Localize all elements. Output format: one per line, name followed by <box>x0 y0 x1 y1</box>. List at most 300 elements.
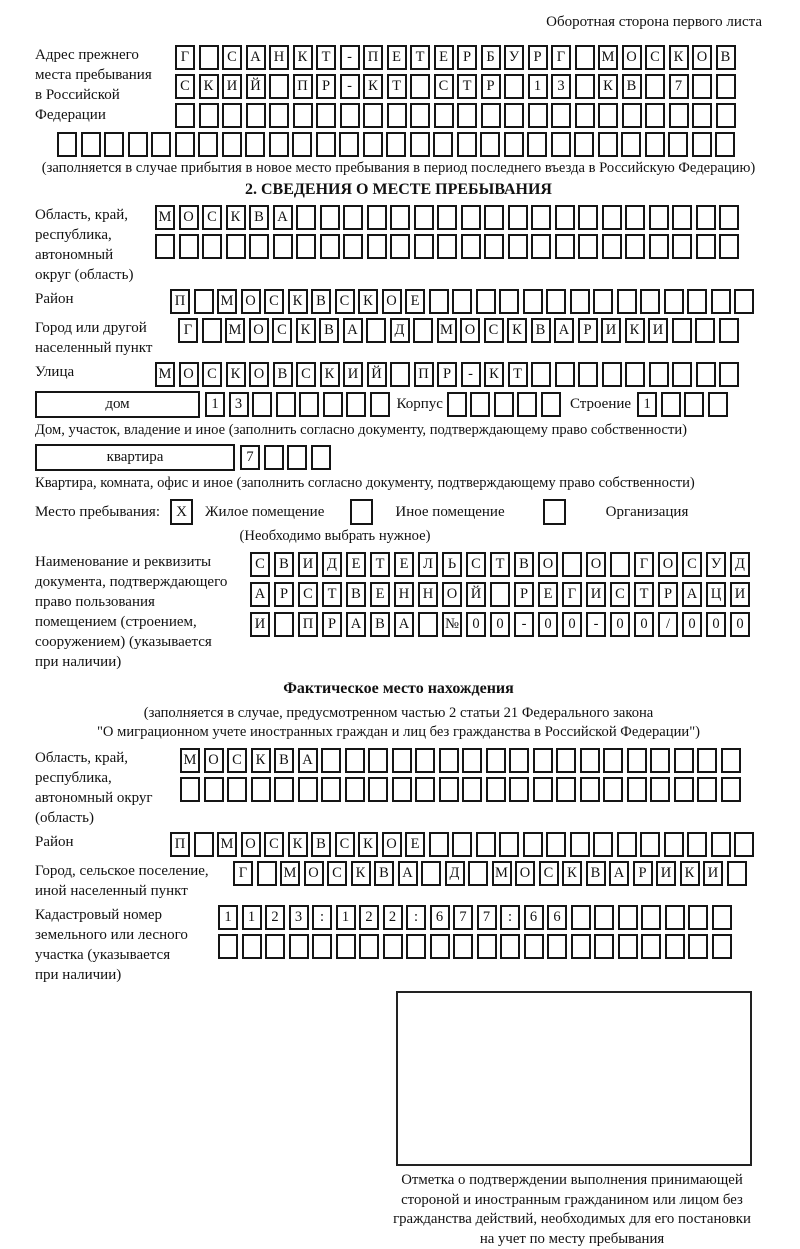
char-cell[interactable]: 1 <box>218 905 238 930</box>
char-cell[interactable] <box>692 74 712 99</box>
char-cell[interactable]: И <box>250 612 270 637</box>
char-cell[interactable] <box>293 103 313 128</box>
char-cell[interactable] <box>593 832 613 857</box>
char-cell[interactable] <box>575 103 595 128</box>
char-cell[interactable] <box>447 392 467 417</box>
char-cell[interactable]: 3 <box>289 905 309 930</box>
char-cell[interactable]: 0 <box>682 612 702 637</box>
char-cell[interactable] <box>175 103 195 128</box>
char-cell[interactable] <box>603 748 623 773</box>
char-cell[interactable]: У <box>706 552 726 577</box>
char-cell[interactable] <box>504 132 524 157</box>
char-cell[interactable] <box>610 552 630 577</box>
char-cell[interactable] <box>674 777 694 802</box>
char-cell[interactable] <box>575 74 595 99</box>
char-cell[interactable]: 0 <box>562 612 582 637</box>
char-cell[interactable] <box>296 205 316 230</box>
char-cell[interactable]: С <box>175 74 195 99</box>
char-cell[interactable]: С <box>272 318 292 343</box>
char-cell[interactable]: С <box>222 45 242 70</box>
char-cell[interactable]: Р <box>457 45 477 70</box>
char-cell[interactable]: Е <box>434 45 454 70</box>
char-cell[interactable]: Р <box>481 74 501 99</box>
char-cell[interactable]: - <box>586 612 606 637</box>
char-cell[interactable] <box>598 132 618 157</box>
char-cell[interactable] <box>476 832 496 857</box>
char-cell[interactable]: Р <box>322 612 342 637</box>
char-cell[interactable] <box>719 362 739 387</box>
char-cell[interactable] <box>481 103 501 128</box>
char-cell[interactable]: О <box>179 362 199 387</box>
char-cell[interactable] <box>128 132 148 157</box>
char-cell[interactable] <box>533 777 553 802</box>
char-cell[interactable] <box>509 777 529 802</box>
char-cell[interactable] <box>649 205 669 230</box>
char-cell[interactable]: В <box>273 362 293 387</box>
char-cell[interactable]: Р <box>633 861 653 886</box>
char-cell[interactable] <box>368 748 388 773</box>
char-cell[interactable] <box>437 234 457 259</box>
char-cell[interactable]: С <box>296 362 316 387</box>
char-cell[interactable] <box>570 832 590 857</box>
char-cell[interactable] <box>531 234 551 259</box>
char-cell[interactable] <box>712 905 732 930</box>
char-cell[interactable]: К <box>484 362 504 387</box>
char-cell[interactable]: С <box>202 205 222 230</box>
char-cell[interactable]: Т <box>370 552 390 577</box>
char-cell[interactable] <box>343 205 363 230</box>
char-cell[interactable]: - <box>340 74 360 99</box>
char-cell[interactable] <box>734 289 754 314</box>
char-cell[interactable] <box>712 934 732 959</box>
char-cell[interactable] <box>468 861 488 886</box>
char-cell[interactable] <box>476 289 496 314</box>
char-cell[interactable] <box>664 289 684 314</box>
char-cell[interactable]: Ь <box>442 552 462 577</box>
char-cell[interactable]: Р <box>514 582 534 607</box>
char-cell[interactable] <box>627 748 647 773</box>
char-cell[interactable]: 1 <box>528 74 548 99</box>
char-cell[interactable] <box>645 132 665 157</box>
char-cell[interactable]: А <box>273 205 293 230</box>
char-cell[interactable] <box>571 905 591 930</box>
char-cell[interactable]: С <box>335 832 355 857</box>
char-cell[interactable] <box>390 234 410 259</box>
char-cell[interactable]: А <box>394 612 414 637</box>
char-cell[interactable] <box>627 777 647 802</box>
char-cell[interactable] <box>578 205 598 230</box>
char-cell[interactable] <box>650 748 670 773</box>
char-cell[interactable]: 0 <box>634 612 654 637</box>
char-cell[interactable]: 1 <box>242 905 262 930</box>
char-cell[interactable] <box>269 103 289 128</box>
char-cell[interactable]: И <box>656 861 676 886</box>
char-cell[interactable] <box>340 103 360 128</box>
char-cell[interactable]: Е <box>405 832 425 857</box>
char-cell[interactable]: М <box>217 832 237 857</box>
char-cell[interactable] <box>57 132 77 157</box>
char-cell[interactable] <box>437 205 457 230</box>
char-cell[interactable] <box>249 234 269 259</box>
char-cell[interactable]: О <box>249 362 269 387</box>
char-cell[interactable]: К <box>680 861 700 886</box>
char-cell[interactable] <box>390 205 410 230</box>
char-cell[interactable] <box>672 318 692 343</box>
char-cell[interactable] <box>574 132 594 157</box>
char-cell[interactable] <box>421 861 441 886</box>
char-cell[interactable]: К <box>358 289 378 314</box>
char-cell[interactable] <box>257 861 277 886</box>
char-cell[interactable]: И <box>730 582 750 607</box>
char-cell[interactable] <box>688 934 708 959</box>
char-cell[interactable] <box>470 392 490 417</box>
char-cell[interactable] <box>551 132 571 157</box>
char-cell[interactable] <box>312 934 332 959</box>
char-cell[interactable] <box>734 832 754 857</box>
char-cell[interactable]: 7 <box>669 74 689 99</box>
char-cell[interactable]: Ц <box>706 582 726 607</box>
char-cell[interactable]: А <box>554 318 574 343</box>
char-cell[interactable]: К <box>598 74 618 99</box>
char-cell[interactable]: Р <box>437 362 457 387</box>
char-cell[interactable] <box>641 934 661 959</box>
char-cell[interactable]: 6 <box>547 905 567 930</box>
char-cell[interactable]: К <box>288 289 308 314</box>
char-cell[interactable] <box>276 392 296 417</box>
char-cell[interactable]: - <box>461 362 481 387</box>
stay-type-checkbox-organization[interactable] <box>543 499 566 525</box>
char-cell[interactable] <box>696 362 716 387</box>
char-cell[interactable] <box>697 777 717 802</box>
char-cell[interactable]: Г <box>233 861 253 886</box>
char-cell[interactable]: : <box>500 905 520 930</box>
char-cell[interactable]: 2 <box>359 905 379 930</box>
char-cell[interactable]: К <box>562 861 582 886</box>
char-cell[interactable]: О <box>382 832 402 857</box>
char-cell[interactable] <box>484 205 504 230</box>
char-cell[interactable] <box>571 934 591 959</box>
char-cell[interactable] <box>504 103 524 128</box>
char-cell[interactable] <box>640 289 660 314</box>
char-cell[interactable]: С <box>484 318 504 343</box>
char-cell[interactable] <box>410 74 430 99</box>
char-cell[interactable]: С <box>250 552 270 577</box>
char-cell[interactable] <box>452 832 472 857</box>
char-cell[interactable]: В <box>622 74 642 99</box>
char-cell[interactable] <box>434 103 454 128</box>
char-cell[interactable]: О <box>658 552 678 577</box>
char-cell[interactable]: К <box>226 362 246 387</box>
char-cell[interactable] <box>531 362 551 387</box>
char-cell[interactable]: С <box>227 748 247 773</box>
char-cell[interactable] <box>179 234 199 259</box>
stay-type-checkbox-other[interactable] <box>350 499 373 525</box>
char-cell[interactable] <box>580 748 600 773</box>
char-cell[interactable]: В <box>716 45 736 70</box>
char-cell[interactable]: В <box>311 832 331 857</box>
char-cell[interactable]: О <box>622 45 642 70</box>
char-cell[interactable]: Т <box>457 74 477 99</box>
char-cell[interactable] <box>645 74 665 99</box>
char-cell[interactable] <box>541 392 561 417</box>
char-cell[interactable] <box>245 132 265 157</box>
char-cell[interactable] <box>198 132 218 157</box>
char-cell[interactable] <box>716 103 736 128</box>
char-cell[interactable]: Е <box>405 289 425 314</box>
char-cell[interactable]: И <box>648 318 668 343</box>
char-cell[interactable] <box>194 832 214 857</box>
char-cell[interactable] <box>346 392 366 417</box>
char-cell[interactable] <box>593 289 613 314</box>
char-cell[interactable]: Г <box>562 582 582 607</box>
char-cell[interactable]: К <box>669 45 689 70</box>
char-cell[interactable] <box>274 777 294 802</box>
char-cell[interactable]: М <box>155 205 175 230</box>
char-cell[interactable] <box>508 234 528 259</box>
char-cell[interactable] <box>523 832 543 857</box>
char-cell[interactable] <box>696 234 716 259</box>
char-cell[interactable] <box>688 905 708 930</box>
char-cell[interactable] <box>265 934 285 959</box>
char-cell[interactable] <box>517 392 537 417</box>
char-cell[interactable] <box>298 777 318 802</box>
char-cell[interactable] <box>175 132 195 157</box>
char-cell[interactable] <box>509 748 529 773</box>
char-cell[interactable] <box>719 234 739 259</box>
char-cell[interactable]: П <box>293 74 313 99</box>
char-cell[interactable] <box>414 234 434 259</box>
char-cell[interactable] <box>484 234 504 259</box>
char-cell[interactable] <box>227 777 247 802</box>
char-cell[interactable]: О <box>460 318 480 343</box>
char-cell[interactable] <box>524 934 544 959</box>
char-cell[interactable] <box>556 777 576 802</box>
char-cell[interactable]: : <box>406 905 426 930</box>
char-cell[interactable]: В <box>514 552 534 577</box>
char-cell[interactable] <box>618 905 638 930</box>
char-cell[interactable] <box>433 132 453 157</box>
char-cell[interactable] <box>222 103 242 128</box>
char-cell[interactable] <box>457 103 477 128</box>
char-cell[interactable] <box>81 132 101 157</box>
char-cell[interactable] <box>296 234 316 259</box>
char-cell[interactable] <box>649 234 669 259</box>
char-cell[interactable] <box>716 74 736 99</box>
char-cell[interactable]: / <box>658 612 678 637</box>
char-cell[interactable]: К <box>363 74 383 99</box>
char-cell[interactable] <box>367 205 387 230</box>
char-cell[interactable]: - <box>340 45 360 70</box>
char-cell[interactable] <box>555 205 575 230</box>
char-cell[interactable]: Т <box>508 362 528 387</box>
char-cell[interactable]: М <box>598 45 618 70</box>
char-cell[interactable]: 2 <box>383 905 403 930</box>
char-cell[interactable]: М <box>225 318 245 343</box>
char-cell[interactable] <box>692 132 712 157</box>
char-cell[interactable] <box>363 103 383 128</box>
char-cell[interactable]: Н <box>394 582 414 607</box>
char-cell[interactable]: В <box>531 318 551 343</box>
char-cell[interactable] <box>321 748 341 773</box>
char-cell[interactable]: А <box>298 748 318 773</box>
char-cell[interactable]: Й <box>466 582 486 607</box>
char-cell[interactable] <box>363 132 383 157</box>
char-cell[interactable]: И <box>222 74 242 99</box>
char-cell[interactable]: Д <box>322 552 342 577</box>
char-cell[interactable]: Е <box>538 582 558 607</box>
char-cell[interactable] <box>672 362 692 387</box>
char-cell[interactable]: К <box>293 45 313 70</box>
char-cell[interactable]: И <box>601 318 621 343</box>
char-cell[interactable] <box>696 205 716 230</box>
char-cell[interactable] <box>578 234 598 259</box>
char-cell[interactable]: О <box>382 289 402 314</box>
char-cell[interactable]: К <box>320 362 340 387</box>
char-cell[interactable] <box>711 832 731 857</box>
char-cell[interactable]: 7 <box>453 905 473 930</box>
char-cell[interactable] <box>343 234 363 259</box>
char-cell[interactable]: 1 <box>205 392 225 417</box>
char-cell[interactable] <box>413 318 433 343</box>
char-cell[interactable] <box>480 132 500 157</box>
char-cell[interactable] <box>649 362 669 387</box>
char-cell[interactable]: К <box>288 832 308 857</box>
char-cell[interactable]: 0 <box>466 612 486 637</box>
char-cell[interactable]: У <box>504 45 524 70</box>
char-cell[interactable] <box>672 205 692 230</box>
char-cell[interactable] <box>194 289 214 314</box>
char-cell[interactable] <box>708 392 728 417</box>
char-cell[interactable]: С <box>434 74 454 99</box>
char-cell[interactable] <box>390 362 410 387</box>
char-cell[interactable]: М <box>280 861 300 886</box>
char-cell[interactable]: Е <box>346 552 366 577</box>
char-cell[interactable] <box>462 777 482 802</box>
char-cell[interactable] <box>218 934 238 959</box>
char-cell[interactable] <box>387 103 407 128</box>
char-cell[interactable]: Б <box>481 45 501 70</box>
char-cell[interactable]: 1 <box>336 905 356 930</box>
stay-type-checkbox-residential[interactable]: X <box>170 499 193 525</box>
char-cell[interactable]: О <box>241 832 261 857</box>
char-cell[interactable]: А <box>246 45 266 70</box>
char-cell[interactable]: № <box>442 612 462 637</box>
char-cell[interactable]: Й <box>246 74 266 99</box>
char-cell[interactable] <box>580 777 600 802</box>
char-cell[interactable] <box>410 103 430 128</box>
char-cell[interactable] <box>508 205 528 230</box>
char-cell[interactable] <box>721 777 741 802</box>
char-cell[interactable] <box>486 777 506 802</box>
char-cell[interactable] <box>621 132 641 157</box>
char-cell[interactable]: 3 <box>551 74 571 99</box>
char-cell[interactable] <box>551 103 571 128</box>
char-cell[interactable] <box>415 748 435 773</box>
char-cell[interactable] <box>462 748 482 773</box>
char-cell[interactable] <box>323 392 343 417</box>
char-cell[interactable]: Д <box>390 318 410 343</box>
char-cell[interactable]: А <box>398 861 418 886</box>
char-cell[interactable]: Н <box>418 582 438 607</box>
char-cell[interactable]: О <box>241 289 261 314</box>
char-cell[interactable] <box>645 103 665 128</box>
char-cell[interactable] <box>453 934 473 959</box>
char-cell[interactable]: С <box>298 582 318 607</box>
char-cell[interactable]: Т <box>490 552 510 577</box>
char-cell[interactable] <box>500 934 520 959</box>
char-cell[interactable] <box>504 74 524 99</box>
char-cell[interactable]: : <box>312 905 332 930</box>
char-cell[interactable] <box>289 934 309 959</box>
char-cell[interactable] <box>719 318 739 343</box>
char-cell[interactable]: А <box>343 318 363 343</box>
char-cell[interactable]: Р <box>274 582 294 607</box>
char-cell[interactable]: В <box>319 318 339 343</box>
char-cell[interactable]: 0 <box>490 612 510 637</box>
char-cell[interactable]: М <box>155 362 175 387</box>
char-cell[interactable]: М <box>180 748 200 773</box>
char-cell[interactable] <box>287 445 307 470</box>
char-cell[interactable] <box>674 748 694 773</box>
char-cell[interactable]: В <box>274 748 294 773</box>
char-cell[interactable] <box>320 205 340 230</box>
char-cell[interactable]: П <box>170 289 190 314</box>
char-cell[interactable]: П <box>363 45 383 70</box>
char-cell[interactable]: 7 <box>477 905 497 930</box>
char-cell[interactable]: 2 <box>265 905 285 930</box>
char-cell[interactable]: М <box>492 861 512 886</box>
char-cell[interactable] <box>602 362 622 387</box>
char-cell[interactable]: М <box>437 318 457 343</box>
char-cell[interactable] <box>547 934 567 959</box>
char-cell[interactable] <box>316 103 336 128</box>
char-cell[interactable] <box>246 103 266 128</box>
char-cell[interactable] <box>457 132 477 157</box>
char-cell[interactable]: Р <box>316 74 336 99</box>
char-cell[interactable] <box>274 612 294 637</box>
char-cell[interactable] <box>528 103 548 128</box>
char-cell[interactable]: О <box>304 861 324 886</box>
char-cell[interactable]: К <box>226 205 246 230</box>
char-cell[interactable] <box>204 777 224 802</box>
char-cell[interactable] <box>499 832 519 857</box>
char-cell[interactable] <box>669 103 689 128</box>
char-cell[interactable] <box>406 934 426 959</box>
char-cell[interactable] <box>321 777 341 802</box>
char-cell[interactable] <box>311 445 331 470</box>
char-cell[interactable] <box>151 132 171 157</box>
char-cell[interactable] <box>665 905 685 930</box>
char-cell[interactable]: С <box>264 289 284 314</box>
char-cell[interactable] <box>316 132 336 157</box>
char-cell[interactable]: К <box>358 832 378 857</box>
char-cell[interactable] <box>439 748 459 773</box>
char-cell[interactable]: Т <box>322 582 342 607</box>
char-cell[interactable] <box>264 445 284 470</box>
char-cell[interactable]: И <box>703 861 723 886</box>
char-cell[interactable] <box>533 748 553 773</box>
char-cell[interactable] <box>523 289 543 314</box>
char-cell[interactable] <box>578 362 598 387</box>
char-cell[interactable]: А <box>346 612 366 637</box>
char-cell[interactable] <box>494 392 514 417</box>
char-cell[interactable] <box>199 103 219 128</box>
char-cell[interactable]: В <box>249 205 269 230</box>
char-cell[interactable]: Т <box>410 45 430 70</box>
char-cell[interactable] <box>242 934 262 959</box>
char-cell[interactable]: А <box>609 861 629 886</box>
char-cell[interactable]: 0 <box>730 612 750 637</box>
